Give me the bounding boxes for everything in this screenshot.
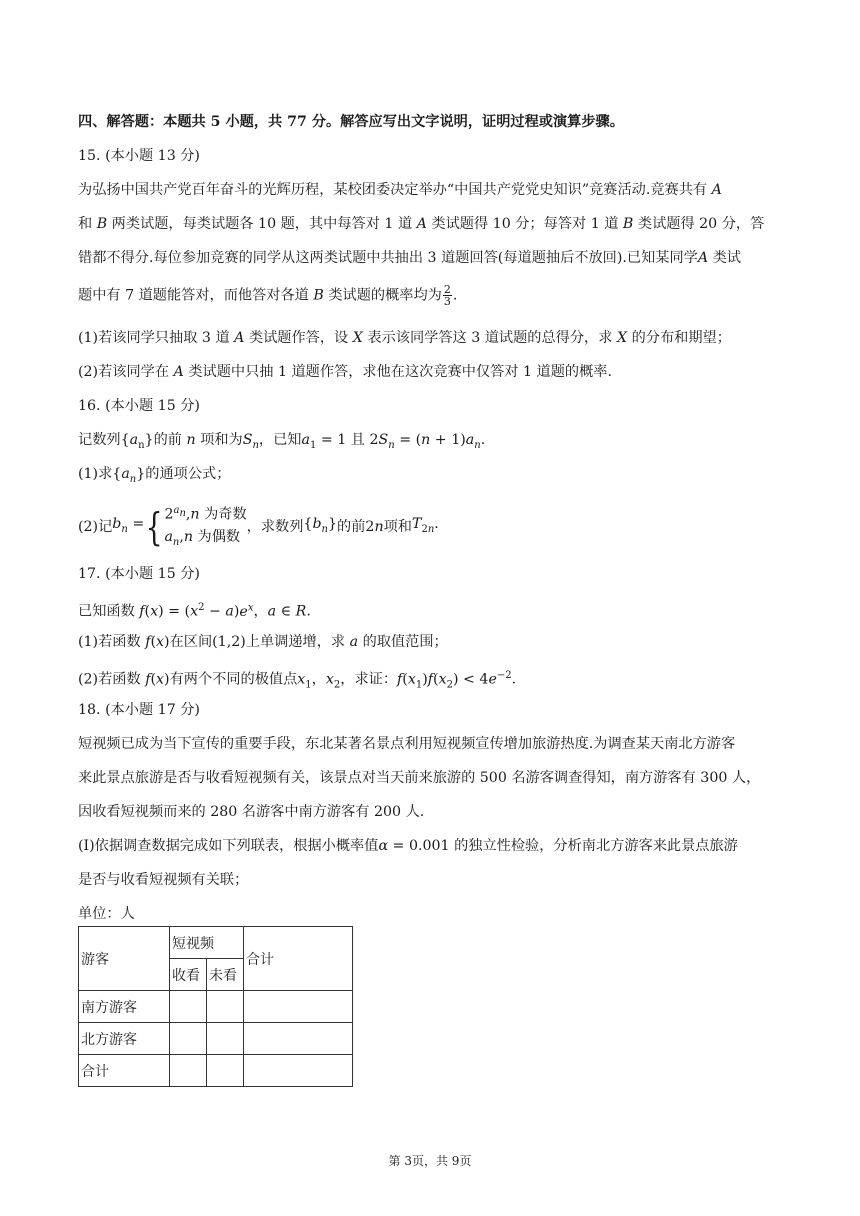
q17-part2: (2)若函数 f(x)有两个不同的极值点$x_1$，$x_2$，求证：$f(x_1)f(x_2) < 4e^{-2}$. xyxy=(78,670,517,691)
q16-part2: (2)记$b_n$ ={ $2^{a_n},n$ 为奇数 $a_n,n$ 为偶数 ，求数列$\{b_n\}$的前2n项和$T_{2n}$. xyxy=(78,500,439,554)
q17-part1: (1)若函数 f(x)在区间(1,2)上单调递增，求 a 的取值范围； xyxy=(78,634,448,650)
q15-part2: (2)若该同学在 A 类试题中只抽 1 道题作答，求他在这次竞赛中仅答对 1 道题的概率. xyxy=(78,364,612,380)
q18-line3: 因收看短视频而来的 280 名游客中南方游客有 200 人. xyxy=(78,804,425,820)
page-footer: 第 3页，共 9页 xyxy=(388,1154,472,1168)
q17-line1: 已知函数 $f(x) = (x^2 - a)e^x$，a ∈ R. xyxy=(78,602,311,620)
header-short-video: 短视频 xyxy=(170,927,244,959)
q16-part1: (1)求$\{a_n\}$的通项公式； xyxy=(78,466,231,485)
q15-line4: 题中有 7 道题能答对，而他答对各道 B 类试题的概率均为 $\frac{2}{3}$ . xyxy=(78,283,458,308)
table-cell xyxy=(170,1055,207,1087)
row-label: 南方游客 xyxy=(79,991,170,1023)
q18-line2: 来此景点旅游是否与收看短视频有关，该景点对当天前来旅游的 500 名游客调查得知，南方游客有 300 人， xyxy=(78,770,761,786)
table-cell xyxy=(244,1055,353,1087)
q16-title: 16. (本小题 15 分) xyxy=(78,398,200,414)
table-cell xyxy=(244,1023,353,1055)
q15-line1: 为弘扬中国共产党百年奋斗的光辉历程，某校团委决定举办“中国共产党党史知识”竞赛活动.竞赛共有 A xyxy=(78,182,722,198)
header-watched: 收看 xyxy=(170,959,207,991)
table-cell xyxy=(170,1023,207,1055)
table-cell xyxy=(244,991,353,1023)
q18-part1: (Ⅰ)依据调查数据完成如下列联表，根据小概率值α = 0.001 的独立性检验，分析南北方游客来此景点旅游 xyxy=(78,838,738,854)
q18-line1: 短视频已成为当下宣传的重要手段，东北某著名景点利用短视频宣传增加旅游热度.为调查某天南北方游客 xyxy=(78,736,736,752)
table-row xyxy=(79,1055,353,1087)
table-row xyxy=(79,1023,353,1055)
unit-label: 单位：人 xyxy=(78,906,135,922)
row-label: 北方游客 xyxy=(79,1023,170,1055)
piecewise-cases: $2^{a_n},n$ 为奇数 $a_n,n$ 为偶数 xyxy=(164,505,247,548)
q16-line1: 记数列$\{a_n\}$的前 n 项和为$S_n$，已知$a_1 = 1$ 且 $2S_n = (n + 1)a_n$. xyxy=(78,432,486,451)
section-header: 四、解答题：本题共 5 小题，共 77 分。解答应写出文字说明，证明过程或演算步骤。 xyxy=(78,114,624,130)
table-cell xyxy=(207,991,244,1023)
table-row xyxy=(79,991,353,1023)
contingency-table xyxy=(78,926,353,1087)
table-cell xyxy=(207,1023,244,1055)
left-brace: { xyxy=(145,504,163,549)
header-tourist: 游客 xyxy=(79,927,170,991)
header-total: 合计 xyxy=(244,927,353,991)
q15-line3: 错都不得分.每位参加竞赛的同学从这两类试题中共抽出 3 道题回答(每道题抽后不放回).已知某同学A 类试 xyxy=(78,250,741,266)
q15-part1: (1)若该同学只抽取 3 道 A 类试题作答，设 X 表示该同学答这 3 道试题的总得分，求 X 的分布和期望； xyxy=(78,330,731,346)
q15-title: 15. (本小题 13 分) xyxy=(78,148,200,164)
table-cell xyxy=(170,991,207,1023)
q17-title: 17. (本小题 15 分) xyxy=(78,566,200,582)
q18-part1-cont: 是否与收看短视频有关联； xyxy=(78,872,249,888)
fraction-two-thirds: $\frac{2}{3}$ xyxy=(443,283,451,308)
header-not-watched: 未看 xyxy=(207,959,244,991)
row-label: 合计 xyxy=(79,1055,170,1087)
table-cell xyxy=(207,1055,244,1087)
q15-line2: 和 B 两类试题，每类试题各 10 题，其中每答对 1 道 A 类试题得 10 分；每答对 1 道 B 类试题得 20 分，答 xyxy=(78,216,765,232)
q18-title: 18. (本小题 17 分) xyxy=(78,702,200,718)
